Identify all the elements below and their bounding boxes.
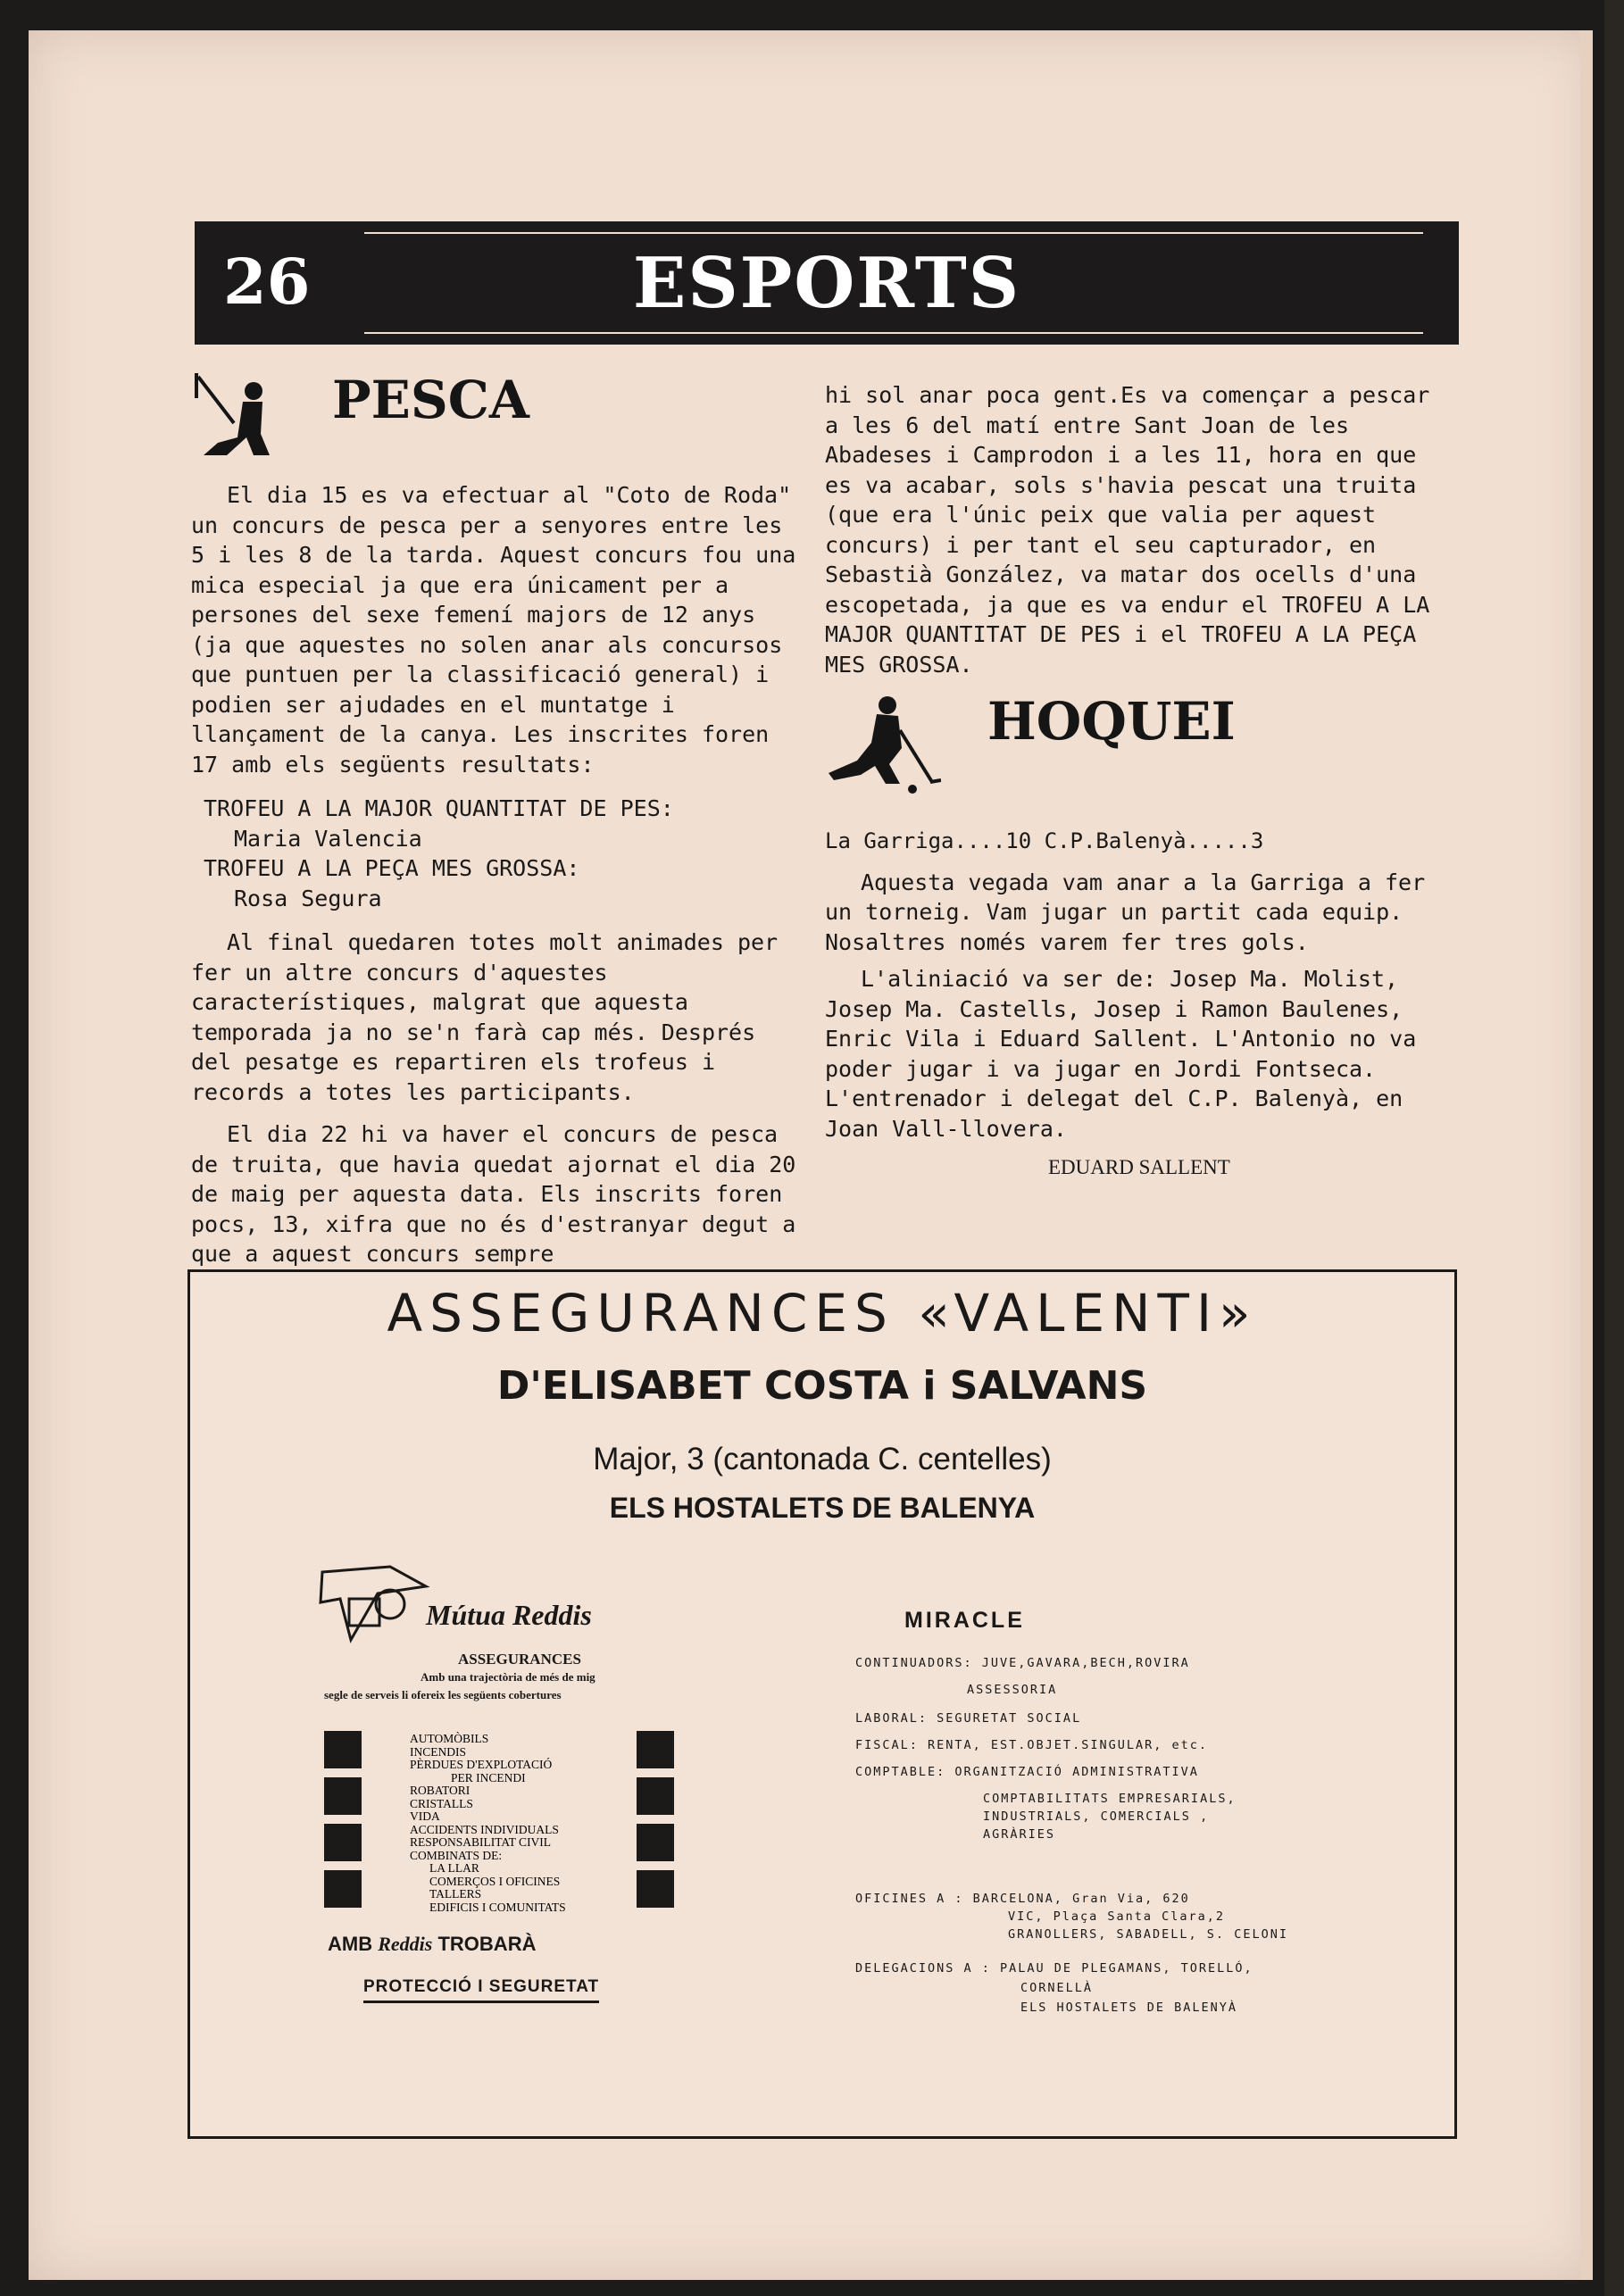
- hoquei-column: [825, 827, 1441, 1183]
- coverage-item: CRISTALLS: [410, 1796, 473, 1810]
- person-icon: [324, 1777, 362, 1815]
- coverage-item: VIDA: [410, 1809, 440, 1823]
- miracle-line: DELEGACIONS A : PALAU DE PLEGAMANS, TORELLÓ,: [855, 1961, 1253, 1976]
- header-rule: [364, 232, 1423, 234]
- ad-subtitle: D'ELISABET COSTA i SALVANS: [496, 1363, 1148, 1409]
- miracle-line: LABORAL: SEGURETAT SOCIAL: [855, 1711, 1082, 1726]
- mutua-tagline: Amb una trajectòria de més de mig: [421, 1670, 595, 1684]
- pesca-paragraph: Al final quedaren totes molt animades per fer un altre concurs d'aquestes característiques, malgrat que aquesta temporada ja no se'n farà cap més. Després del pesatge es repartiren els trofeus i records a totes les participants.: [191, 929, 779, 1105]
- page-edge-shadow: [1580, 30, 1593, 2280]
- coverage-item: COMERÇOS I OFICINES: [429, 1874, 561, 1888]
- mutua-footer-post: TROBARÀ: [437, 1933, 537, 1955]
- page-binding-edge: [1604, 0, 1624, 2296]
- hockey-player-icon: [825, 695, 941, 794]
- coverage-item: TALLERS: [429, 1887, 482, 1901]
- coverage-item: PER INCENDI: [451, 1770, 526, 1784]
- section-header: [195, 221, 1459, 345]
- pesca-paragraph: El dia 15 es va efectuar al "Coto de Roda" un concurs de pesca per a senyores entre les 5 i les 8 de la tarda. Aquest concurs fou una mica especial ja que era únicament per a persones del sexe femení majors de 12 anys (ja que aquestes no solen anar als concursos que puntuen per la classificació general) i podien ser ajudades en el muntatge i llançament de la canya. Les inscrites foren 17 amb els següents resultats:: [191, 482, 796, 778]
- miracle-line: COMPTABLE: ORGANITZACIÓ ADMINISTRATIVA: [855, 1765, 1199, 1779]
- car-icon: [324, 1731, 362, 1768]
- gift-icon: [637, 1824, 674, 1861]
- mutua-slogan: PROTECCIÓ I SEGURETAT: [363, 1977, 599, 2003]
- mutua-tagline: segle de serveis li ofereix les següents cobertures: [324, 1688, 562, 1701]
- hoquei-paragraph: L'aliniació va ser de: Josep Ma. Molist, Josep Ma. Castells, Josep i Ramon Baulenes, Enric Vila i Eduard Sallent. L'Antonio no va poder jugar i va jugar en Jordi Fontseca. L'entrenador i delegat del C.P. Balenyà, en Joan Vall-llovera.: [825, 966, 1417, 1142]
- miracle-line: ELS HOSTALETS DE BALENYÀ: [1020, 2001, 1238, 2015]
- pesca-column-continued: [825, 380, 1441, 679]
- coverage-item: EDIFICIS I COMUNITATS: [429, 1900, 566, 1914]
- pesca-title: PESCA: [332, 370, 529, 430]
- miracle-line: VIC, Plaça Santa Clara,2: [1008, 1909, 1226, 1924]
- mutua-reddis-logo: [315, 1563, 431, 1643]
- building-icon: [637, 1870, 674, 1908]
- trophy-label: TROFEU A LA PEÇA MES GROSSA:: [204, 855, 580, 881]
- coverage-item: RESPONSABILITAT CIVIL: [410, 1835, 552, 1849]
- shop-icon: [637, 1731, 674, 1768]
- pesca-results: [204, 794, 807, 913]
- miracle-line: AGRÀRIES: [983, 1827, 1056, 1842]
- page-number: 26: [223, 245, 311, 319]
- mutua-brand: Mútua Reddis: [426, 1599, 592, 1631]
- coverage-item: ROBATORI: [410, 1784, 471, 1797]
- miracle-line: CONTINUADORS: JUVE,GAVARA,BECH,ROVIRA: [855, 1656, 1190, 1670]
- miracle-line: ASSESSORIA: [967, 1683, 1058, 1697]
- pesca-paragraph: hi sol anar poca gent.Es va començar a pescar a les 6 del matí entre Sant Joan de les Abadeses i Camprodon i a les 11, hora en que es va acabar, sols s'havia pescat una truita (que era l'únic peix que valia per aquest concurs) i per tant el seu capturador, en Sebastià González, va matar dos ocells d'una escopetada, ja que es va endur el TROFEU A LA MAJOR QUANTITAT DE PES i el TROFEU A LA PEÇA MES GROSSA.: [825, 382, 1430, 678]
- trophy-label: TROFEU A LA MAJOR QUANTITAT DE PES:: [204, 795, 674, 821]
- pesca-paragraph: El dia 22 hi va haver el concurs de pesca de truita, que havia quedat ajornat el dia 20 de maig per aquesta data. Els inscrits foren pocs, 13, xifra que no és d'estranyar degut a que a aquest concurs sempre: [191, 1121, 796, 1267]
- fire-icon: [324, 1824, 362, 1861]
- miracle-name: MIRACLE: [904, 1608, 1025, 1633]
- miracle-line: OFICINES A : BARCELONA, Gran Via, 620: [855, 1892, 1190, 1906]
- hoquei-score: La Garriga....10 C.P.Balenyà.....3: [825, 828, 1264, 853]
- header-rule: [364, 332, 1423, 334]
- ad-address: Major, 3 (cantonada C. centelles): [593, 1442, 1052, 1477]
- hoquei-title: HOQUEI: [987, 691, 1236, 752]
- miracle-line: COMPTABILITATS EMPRESARIALS,: [983, 1792, 1237, 1806]
- mutua-footer: [328, 1933, 536, 1956]
- pesca-column: [191, 480, 807, 1269]
- coverage-item: ACCIDENTS INDIVIDUALS: [410, 1822, 559, 1836]
- miracle-line: GRANOLLERS, SABADELL, S. CELONI: [1008, 1927, 1288, 1942]
- mutua-footer-brand: Reddis: [378, 1933, 433, 1955]
- trophy-winner: Rosa Segura: [234, 885, 382, 911]
- insurance-advertisement: [187, 1269, 1457, 2139]
- house-icon: [637, 1777, 674, 1815]
- mutua-footer-pre: AMB: [328, 1933, 373, 1955]
- hoquei-paragraph: Aquesta vegada vam anar a la Garriga a fer un torneig. Vam jugar un partit cada equip. Nosaltres només varem fer tres gols.: [825, 869, 1426, 955]
- coverage-list: [410, 1733, 566, 1914]
- trophy-winner: Maria Valencia: [234, 825, 422, 852]
- section-title: ESPORTS: [632, 243, 1021, 324]
- fishing-icon: [191, 371, 271, 461]
- miracle-line: FISCAL: RENTA, EST.OBJET.SINGULAR, etc.: [855, 1738, 1208, 1752]
- coverage-item: INCENDIS: [410, 1744, 466, 1759]
- ad-town: ELS HOSTALETS DE BALENYA: [609, 1492, 1036, 1524]
- coverage-item: COMBINATS DE:: [410, 1848, 503, 1862]
- coverage-item: LA LLAR: [429, 1861, 479, 1875]
- ad-title: ASSEGURANCES «VALENTI»: [387, 1283, 1258, 1343]
- coverage-item: AUTOMÒBILS: [410, 1732, 489, 1745]
- scales-icon: [324, 1870, 362, 1908]
- article-author: EDUARD SALLENT: [1048, 1156, 1230, 1178]
- mutua-subtitle: ASSEGURANCES: [458, 1651, 581, 1668]
- miracle-line: CORNELLÀ: [1020, 1981, 1094, 1995]
- coverage-item: PÈRDUES D'EXPLOTACIÓ: [410, 1758, 553, 1771]
- miracle-line: INDUSTRIALS, COMERCIALS ,: [983, 1809, 1210, 1824]
